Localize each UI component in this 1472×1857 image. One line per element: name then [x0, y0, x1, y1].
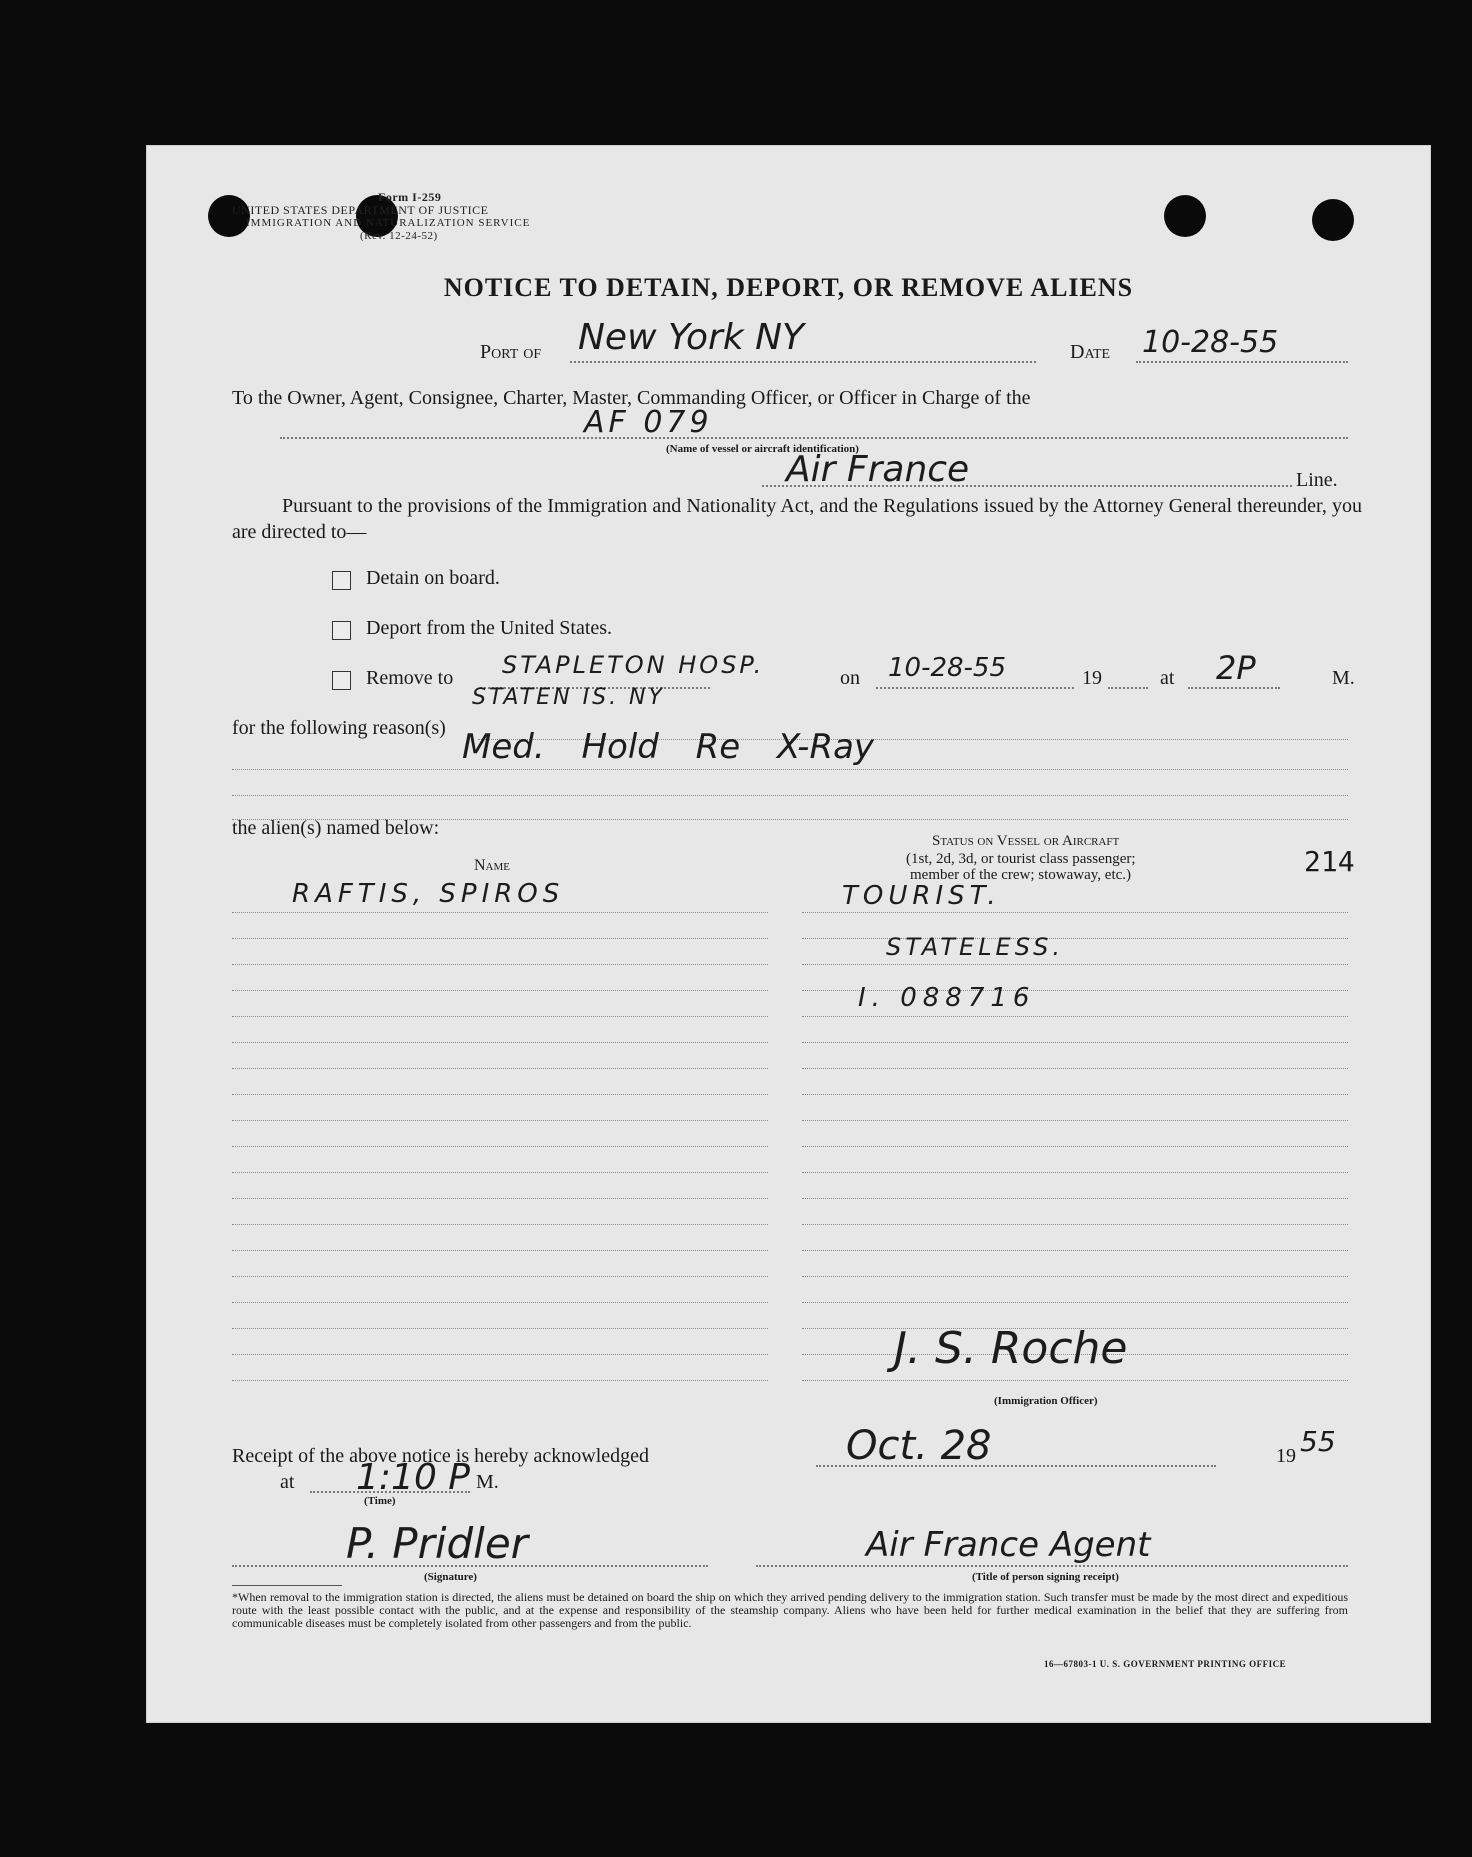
- detain-label: Detain on board.: [366, 567, 500, 589]
- alien-status-1: TOURIST.: [842, 881, 1001, 911]
- name-line: [232, 938, 768, 939]
- name-line: [232, 1354, 768, 1355]
- form-number: Form I-259: [378, 190, 442, 204]
- revision-date: (Rev. 12-24-52): [360, 230, 438, 242]
- status-subheader-2: member of the crew; stowaway, etc.): [910, 867, 1132, 883]
- alien-name: RAFTIS, SPIROS: [292, 879, 565, 909]
- status-line: [802, 1380, 1348, 1381]
- vessel-value: AF 079: [584, 405, 713, 440]
- receipt-signature: P. Pridler: [346, 1519, 528, 1568]
- deport-checkbox[interactable]: [332, 621, 351, 640]
- aliens-intro: the alien(s) named below:: [232, 817, 440, 839]
- status-line: [802, 938, 1348, 939]
- reason-value: Med. Hold Re X-Ray: [462, 727, 875, 767]
- receipt-title-value: Air France Agent: [866, 1525, 1151, 1565]
- officer-signature: J. S. Roche: [894, 1323, 1128, 1374]
- pursuant-text: Pursuant to the provisions of the Immigration and Nationality Act, and the Regulations issued by the Attorney General thereunder, you are directed to—: [232, 495, 1362, 543]
- remove-date-line: [876, 687, 1074, 689]
- receipt-m-label: M.: [476, 1471, 499, 1493]
- status-line: [802, 1094, 1348, 1095]
- remove-label: Remove to: [366, 667, 454, 689]
- date-value: 10-28-55: [1142, 325, 1279, 360]
- name-line: [232, 990, 768, 991]
- name-line: [232, 1328, 768, 1329]
- remove-place-2: STATEN IS. NY: [472, 685, 665, 710]
- name-line: [232, 1172, 768, 1173]
- officer-caption: (Immigration Officer): [994, 1395, 1098, 1407]
- date-line: [1136, 361, 1348, 363]
- name-line: [232, 1198, 768, 1199]
- name-line: [232, 1380, 768, 1381]
- vessel-line: [280, 437, 1348, 439]
- remove-year-prefix: 19: [1082, 667, 1102, 689]
- name-line: [232, 1094, 768, 1095]
- remove-checkbox[interactable]: [332, 671, 351, 690]
- remove-year-line: [1108, 687, 1148, 689]
- addressee-text: To the Owner, Agent, Consignee, Charter, Master, Commanding Officer, or Officer in Charge of the: [232, 387, 1031, 409]
- status-line: [802, 1224, 1348, 1225]
- reason-label: for the following reason(s): [232, 717, 446, 739]
- remove-time: 2P: [1216, 649, 1256, 687]
- name-line: [232, 1146, 768, 1147]
- status-line: [802, 1302, 1348, 1303]
- status-line: [802, 1016, 1348, 1017]
- receipt-year-prefix: 19: [1276, 1445, 1296, 1467]
- remove-on-label: on: [840, 667, 860, 689]
- reason-line: [232, 769, 1348, 770]
- name-line: [232, 1250, 768, 1251]
- port-value: New York NY: [578, 317, 805, 358]
- date-label: Date: [1070, 341, 1111, 363]
- page-title: NOTICE TO DETAIN, DEPORT, OR REMOVE ALIENS: [443, 273, 1134, 302]
- remove-date: 10-28-55: [888, 653, 1007, 683]
- footnote-rule: [232, 1585, 342, 1586]
- name-line: [232, 1276, 768, 1277]
- status-line: [802, 1172, 1348, 1173]
- remove-time-line: [1188, 687, 1280, 689]
- punch-hole: [1164, 195, 1206, 237]
- status-line: [802, 964, 1348, 965]
- reason-line: [232, 795, 1348, 796]
- title-caption: (Title of person signing receipt): [972, 1571, 1119, 1583]
- status-column-header: Status on Vessel or Aircraft: [932, 833, 1120, 849]
- name-line: [232, 1120, 768, 1121]
- name-line: [232, 1224, 768, 1225]
- time-caption: (Time): [364, 1495, 396, 1507]
- port-label: Port of: [480, 341, 542, 363]
- line-value: Air France: [786, 449, 970, 490]
- detain-checkbox[interactable]: [332, 571, 351, 590]
- name-line: [232, 1016, 768, 1017]
- status-line: [802, 1120, 1348, 1121]
- receipt-date: Oct. 28: [846, 1423, 992, 1469]
- line-label: Line.: [1296, 469, 1338, 491]
- receipt-year-suffix: 55: [1300, 1425, 1336, 1458]
- print-code: 16—67803-1 U. S. GOVERNMENT PRINTING OFFICE: [1044, 1659, 1287, 1669]
- status-line: [802, 1042, 1348, 1043]
- alien-status-2: STATELESS.: [886, 933, 1064, 961]
- status-line: [802, 1250, 1348, 1251]
- status-line: [802, 1068, 1348, 1069]
- deport-label: Deport from the United States.: [366, 617, 613, 639]
- remove-m-label: M.: [1332, 667, 1355, 689]
- status-subheader-1: (1st, 2d, 3d, or tourist class passenger;: [906, 851, 1136, 867]
- name-column-header: Name: [474, 857, 510, 874]
- status-line: [802, 1276, 1348, 1277]
- footnote: *When removal to the immigration station is directed, the aliens must be detained on board the ship on which they arrived pending delivery to the immigration station. Such transfer must be made by the most direct and expeditious route with the least possible contact with the public, and at the expense and responsibility of the steamship company. Aliens who have been held for further medical examination in the belief that they are suffering from communicable diseases must be completely isolated from other passengers and from the public.: [232, 1590, 1348, 1630]
- receipt-at-label: at: [280, 1471, 295, 1493]
- name-line: [232, 964, 768, 965]
- name-line: [232, 1042, 768, 1043]
- remove-at-label: at: [1160, 667, 1175, 689]
- alien-status-3: I. 088716: [858, 983, 1036, 1013]
- record-number: 214: [1304, 845, 1355, 878]
- status-line: [802, 1146, 1348, 1147]
- receipt-time: 1:10 P: [356, 1457, 470, 1498]
- agency-line2: IMMIGRATION AND NATURALIZATION SERVICE: [246, 217, 531, 229]
- name-line: [232, 912, 768, 913]
- status-line: [802, 1198, 1348, 1199]
- vessel-caption: (Name of vessel or aircraft identification): [666, 443, 859, 455]
- punch-hole: [1312, 199, 1354, 241]
- receipt-title-line: [756, 1565, 1348, 1567]
- name-line: [232, 1068, 768, 1069]
- port-line: [570, 361, 1036, 363]
- remove-place: STAPLETON HOSP.: [502, 651, 765, 679]
- status-line: [802, 912, 1348, 913]
- receipt-text: Receipt of the above notice is hereby acknowledged: [232, 1445, 650, 1467]
- agency-line1: UNITED STATES DEPARTMENT OF JUSTICE: [232, 203, 489, 217]
- form-page: [146, 145, 1431, 1723]
- name-line: [232, 1302, 768, 1303]
- signature-caption: (Signature): [424, 1571, 477, 1583]
